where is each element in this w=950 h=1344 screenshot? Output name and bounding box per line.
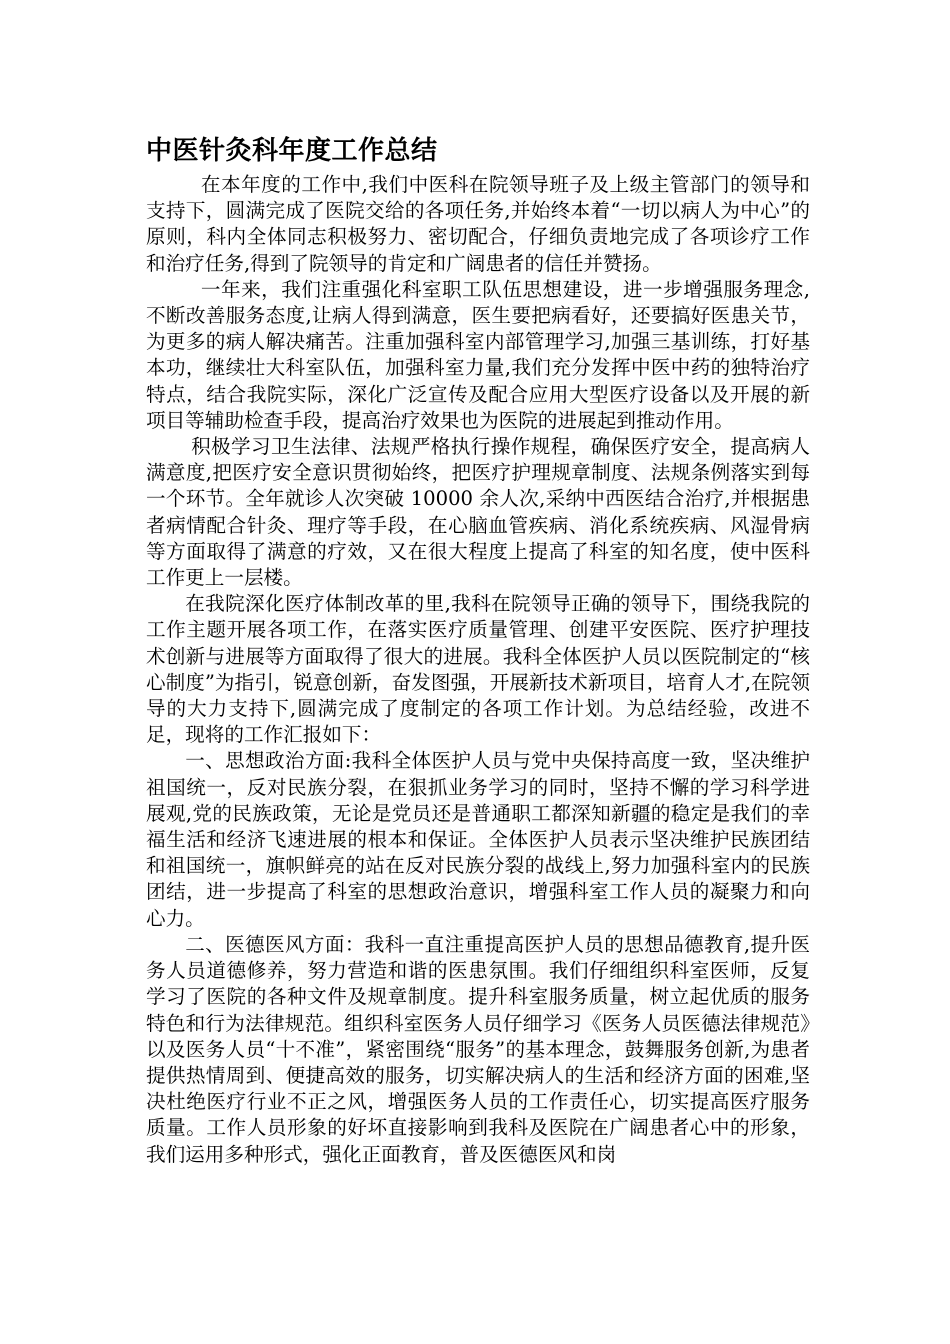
paragraph-section-ethics: 二、医德医风方面：我科一直注重提高医护人员的思想品德教育,提升医务人员道德修养，努力营造和谐的医患氛围。我们仔细组织科室医师，反复学习了医院的各种文件及规章制度。提升科室服务质量，树立起优质的服务特色和行为法律规范。组织科室医务人员仔细学习《医务人员医德法律规范》以及医务人员“十不准”，紧密围绕“服务”的基本理念，鼓舞服务创新,为患者提供热情周到、便捷高效的服务，切实解决病人的生活和经济方面的困难,坚决杜绝医疗行业不正之风，增强医务人员的工作责任心，切实提高医疗服务质量。工作人员形象的好坏直接影响到我科及医院在广阔患者心中的形象，我们运用多种形式，强化正面教育，普及医德医风和岗 [146,932,810,1166]
paragraph-medical-safety: 积极学习卫生法律、法规严格执行操作规程，确保医疗安全，提高病人满意度,把医疗安全意识贯彻始终，把医疗护理规章制度、法规条例落实到每一个环节。全年就诊人次突破 10000 余人次,采纳中西医结合治疗,并根据患者病情配合针灸、理疗等手段，在心脑血管疾病、消化系统疾病、风湿骨病等方面取得了满意的疗效，又在很大程度上提高了科室的知名度，使中医科工作更上一层楼。 [146,435,810,590]
document-title: 中医针灸科年度工作总结 [146,136,438,166]
paragraph-intro: 在本年度的工作中,我们中医科在院领导班子及上级主管部门的领导和支持下，圆满完成了医院交给的各项任务,并始终本着“一切以病人为中心”的原则，科内全体同志积极努力、密切配合，仔细负责地完成了各项诊疗工作和治疗任务,得到了院领导的肯定和广阔患者的信任并赞扬。 [146,173,810,275]
paragraph-reform-overview: 在我院深化医疗体制改革的里,我科在院领导正确的领导下，围绕我院的工作主题开展各项工作，在落实医疗质量管理、创建平安医院、医疗护理技术创新与进展等方面取得了很大的进展。我科全体医护人员以医院制定的“核心制度”为指引，锐意创新，奋发图强，开展新技术新项目，培育人才,在院领导的大力支持下,圆满完成了度制定的各项工作计划。为总结经验，改进不足，现将的工作汇报如下： [146,592,810,747]
paragraph-team-building: 一年来，我们注重强化科室职工队伍思想建设，进一步增强服务理念,不断改善服务态度,让病人得到满意，医生要把病看好，还要搞好医患关节，为更多的病人解决痛苦。注重加强科室内部管理学习,加强三基训练，打好基本功，继续壮大科室队伍，加强科室力量,我们充分发挥中医中药的独特治疗特点，结合我院实际，深化广泛宣传及配合应用大型医疗设备以及开展的新项目等辅助检查手段，提高治疗效果也为医院的进展起到推动作用。 [146,277,810,432]
document-page [146,132,810,1168]
paragraph-section-politics: 一、思想政治方面:我科全体医护人员与党中央保持高度一致，坚决维护祖国统一，反对民族分裂，在狠抓业务学习的同时，坚持不懈的学习科学进展观,党的民族政策，无论是党员还是普通职工都深知新疆的稳定是我们的幸福生活和经济飞速进展的根本和保证。全体医护人员表示坚决维护民族团结和祖国统一，旗帜鲜亮的站在反对民族分裂的战线上,努力加强科室内的民族团结，进一步提高了科室的思想政治意识，增强科室工作人员的凝聚力和向心力。 [146,749,810,930]
